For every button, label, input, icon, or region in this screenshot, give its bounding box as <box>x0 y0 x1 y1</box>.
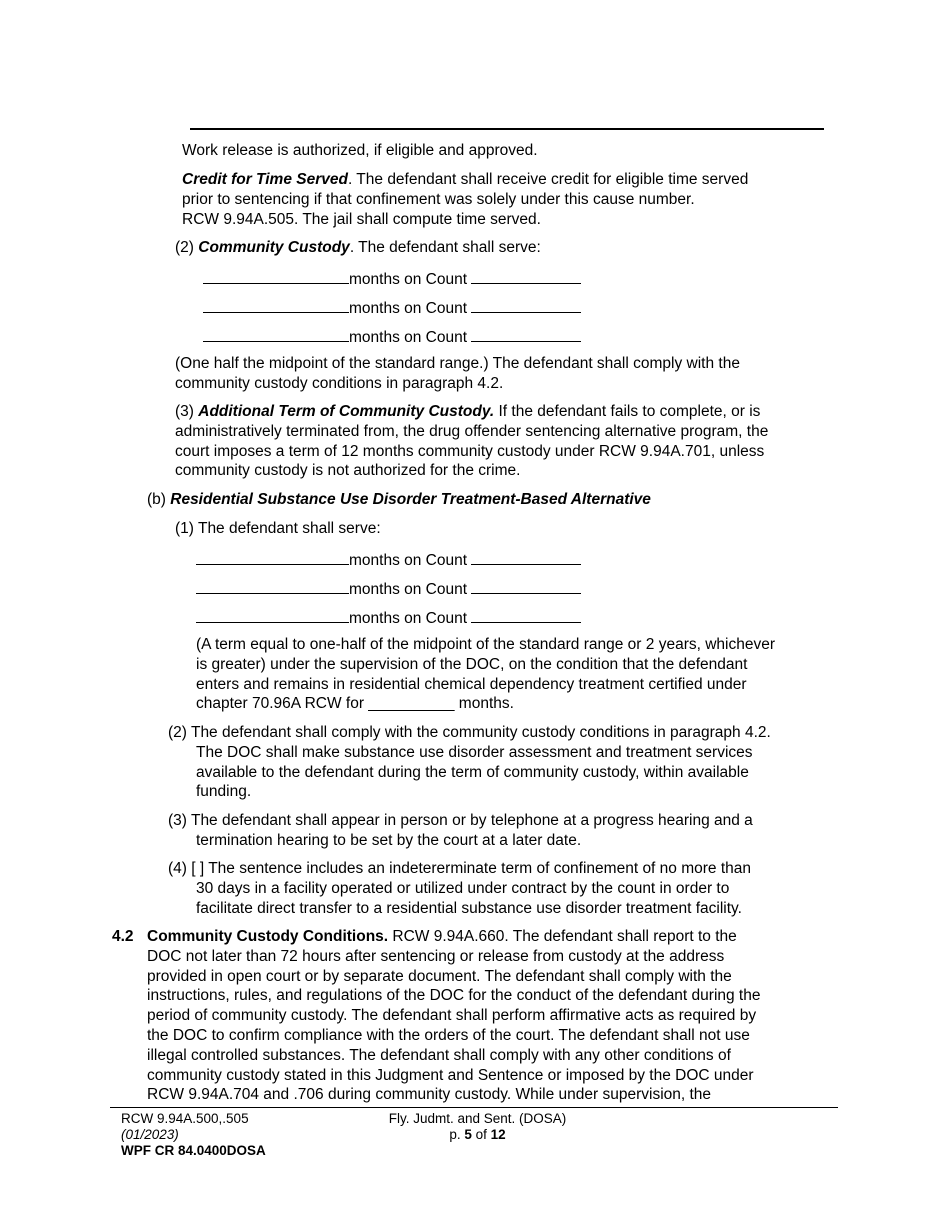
section-line: RCW 9.94A.704 and .706 during community custody. While under supervision, the <box>147 1086 712 1104</box>
res-item4-line1: (4) [ ] The sentence includes an indetererminate term of confinement of no more than <box>168 860 752 877</box>
res-item4-line3: facilitate direct transfer to a residential substance use disorder treatment facility. <box>196 899 742 917</box>
count-blank[interactable] <box>471 548 581 565</box>
footer-rcw: RCW 9.94A.500,.505 <box>121 1111 249 1126</box>
cc-note-line2: community custody conditions in paragraph 4.2. <box>175 374 504 392</box>
footer-left <box>121 1111 266 1159</box>
res-item3-line2: termination hearing to be set by the court at a later date. <box>196 831 582 849</box>
at-line3: court imposes a term of 12 months community custody under RCW 9.94A.701, unless <box>175 442 765 460</box>
months-blank[interactable] <box>196 606 349 623</box>
credit-line3: RCW 9.94A.505. The jail shall compute time served. <box>182 210 541 228</box>
count-blank[interactable] <box>471 577 581 594</box>
res-term-line1: (A term equal to one-half of the midpoint of the standard range or 2 years, whichever <box>196 636 775 653</box>
res-row-label: months on Count <box>349 610 468 627</box>
res-item2 <box>168 723 771 802</box>
top-divider <box>190 128 824 130</box>
page-number: 5 <box>464 1127 472 1142</box>
cc-row-2 <box>203 296 581 319</box>
credit-line1: . The defendant shall receive credit for eligible time served <box>347 171 749 188</box>
at-line2: administratively terminated from, the drug offender sentencing alternative program, the <box>175 422 769 440</box>
count-blank[interactable] <box>471 325 581 342</box>
cc-row-3 <box>203 325 581 348</box>
res-term-paragraph <box>196 635 775 714</box>
res-item2-line3: available to the defendant during the term of community custody, within available <box>196 763 749 781</box>
res-row-label: months on Count <box>349 581 468 598</box>
at-line4: community custody is not authorized for the crime. <box>175 462 521 480</box>
cc-row-label: months on Count <box>349 300 468 317</box>
months-blank[interactable] <box>203 325 349 342</box>
work-release-text: Work release is authorized, if eligible and approved. <box>182 142 538 159</box>
cc-note <box>175 354 740 394</box>
res-item4-line2: 30 days in a facility operated or utilized under contract by the count in order to <box>196 879 730 897</box>
months-blank[interactable] <box>196 548 349 565</box>
section-number: 4.2 <box>112 928 134 945</box>
footer-divider <box>110 1107 838 1108</box>
res-item4 <box>168 859 751 918</box>
cc-row-label: months on Count <box>349 329 468 346</box>
months-blank[interactable] <box>203 296 349 313</box>
footer-center <box>370 1111 585 1143</box>
res-item2-line2: The DOC shall make substance use disorder assessment and treatment services <box>196 743 753 761</box>
res-row-label: months on Count <box>349 552 468 569</box>
res-row-2 <box>196 577 581 600</box>
res-term-line2: is greater) under the supervision of the DOC, on the condition that the defendant <box>196 655 748 673</box>
section-line1: RCW 9.94A.660. The defendant shall report to the <box>388 928 737 945</box>
res-term-line4: chapter 70.96A RCW for __________ months. <box>196 695 514 713</box>
res-item3-line1: (3) The defendant shall appear in person or by telephone at a progress hearing and a <box>168 812 753 829</box>
cc-heading: Community Custody <box>198 239 350 256</box>
res-serve: (1) The defendant shall serve: <box>175 520 381 537</box>
credit-heading: Credit for Time Served <box>182 171 348 188</box>
footer-page <box>370 1127 585 1143</box>
res-prefix: (b) <box>147 491 171 508</box>
cc-row-1 <box>203 267 581 290</box>
section-line: instructions, rules, and regulations of the DOC for the conduct of the defendant during the <box>147 987 761 1005</box>
res-item2-line1: (2) The defendant shall comply with the community custody conditions in paragraph 4.2. <box>168 724 771 741</box>
footer-date: (01/2023) <box>121 1127 179 1142</box>
section-line: period of community custody. The defendant shall perform affirmative acts as required by <box>147 1007 757 1025</box>
residential-heading-line <box>147 490 651 510</box>
additional-term-paragraph <box>175 402 768 481</box>
res-row-3 <box>196 606 581 629</box>
count-blank[interactable] <box>471 267 581 284</box>
at-line1: If the defendant fails to complete, or is <box>494 403 761 420</box>
count-blank[interactable] <box>471 296 581 313</box>
count-blank[interactable] <box>471 606 581 623</box>
at-prefix: (3) <box>175 403 199 420</box>
footer-form-id: WPF CR 84.0400DOSA <box>121 1143 266 1158</box>
months-blank[interactable] <box>196 577 349 594</box>
community-custody-heading-line <box>175 238 541 258</box>
at-heading: Additional Term of Community Custody. <box>198 403 495 420</box>
footer-title: Fly. Judmt. and Sent. (DOSA) <box>388 1111 567 1126</box>
res-term-line3: enters and remains in residential chemical dependency treatment certified under <box>196 675 747 693</box>
res-heading: Residential Substance Use Disorder Treatment-Based Alternative <box>170 491 651 508</box>
section-heading: Community Custody Conditions. <box>147 928 389 945</box>
cc-prefix: (2) <box>175 239 199 256</box>
section-4-2-paragraph <box>147 927 760 1105</box>
cc-note-line1: (One half the midpoint of the standard range.) The defendant shall comply with the <box>175 355 740 372</box>
credit-paragraph <box>182 170 748 229</box>
section-line: the DOC to confirm compliance with the orders of the court. The defendant shall not use <box>147 1026 750 1044</box>
months-blank[interactable] <box>203 267 349 284</box>
page-total: 12 <box>490 1127 506 1142</box>
section-line: DOC not later than 72 hours after sentencing or release from custody at the address <box>147 947 725 965</box>
section-line: provided in open court or by separate document. The defendant shall comply with the <box>147 967 732 985</box>
cc-text: . The defendant shall serve: <box>349 239 541 256</box>
cc-row-label: months on Count <box>349 271 468 288</box>
credit-line2: prior to sentencing if that confinement was solely under this cause number. <box>182 190 695 208</box>
page-of: of <box>471 1127 491 1142</box>
section-line: community custody stated in this Judgment and Sentence or imposed by the DOC under <box>147 1066 754 1084</box>
res-item3 <box>168 811 753 851</box>
res-item2-line4: funding. <box>196 783 252 801</box>
res-row-1 <box>196 548 581 571</box>
section-line: illegal controlled substances. The defendant shall comply with any other conditions of <box>147 1046 731 1064</box>
page-prefix: p. <box>449 1127 465 1142</box>
